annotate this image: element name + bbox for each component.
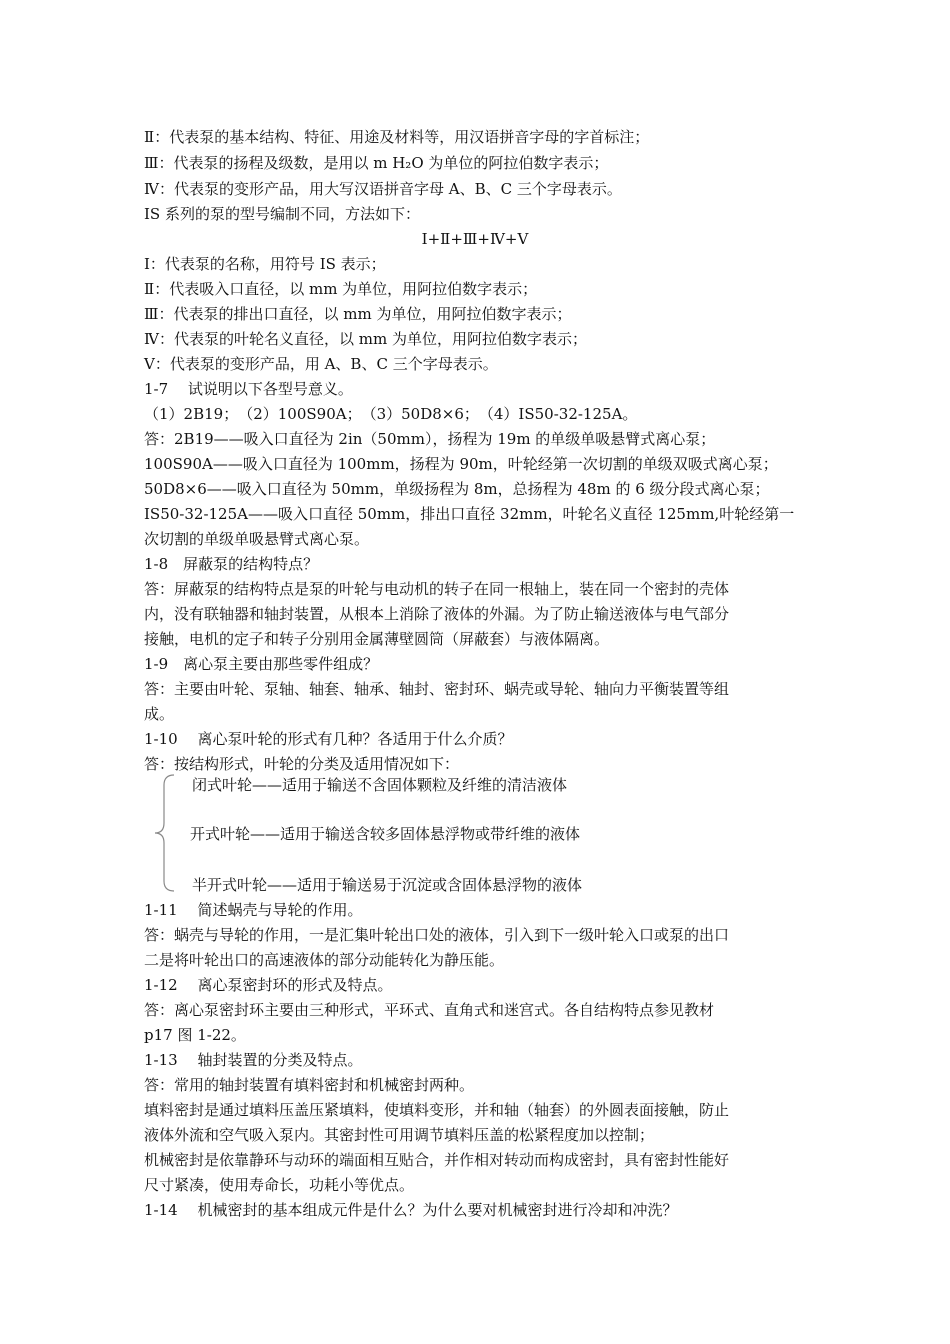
question-heading: 1-12 离心泵密封环的形式及特点。: [144, 976, 393, 994]
text-line: 尺寸紧凑，使用寿命长，功耗小等优点。: [144, 1176, 415, 1194]
left-brace-icon: [150, 773, 180, 893]
question-heading: 1-10 离心泵叶轮的形式有几种？各适用于什么介质？: [144, 730, 513, 748]
text-line: IS 系列的泵的型号编制不同，方法如下：: [144, 205, 420, 223]
text-line: 50D8×6——吸入口直径为 50mm，单级扬程为 8m，总扬程为 48m 的 6 级分段式离心泵；: [144, 480, 770, 498]
question-heading: 1-14 机械密封的基本组成元件是什么？为什么要对机械密封进行冷却和冲洗？: [144, 1201, 678, 1219]
answer-line: 答：屏蔽泵的结构特点是泵的叶轮与电动机的转子在同一根轴上，装在同一个密封的壳体: [144, 580, 730, 598]
text-line: 机械密封是依靠静环与动环的端面相互贴合，并作相对转动而构成密封，具有密封性能好: [144, 1151, 730, 1169]
text-line: Ⅰ：代表泵的名称，用符号 IS 表示；: [144, 255, 386, 273]
text-line: Ⅱ：代表吸入口直径，以 mm 为单位，用阿拉伯数字表示；: [144, 280, 538, 298]
text-line: IS50-32-125A——吸入口直径 50mm，排出口直径 32mm，叶轮名义直径 125mm,叶轮经第一: [144, 505, 795, 523]
text-line: Ⅳ：代表泵的变形产品，用大写汉语拼音字母 A、B、C 三个字母表示。: [144, 180, 622, 198]
answer-line: 答：离心泵密封环主要由三种形式，平环式、直角式和迷宫式。各自结构特点参见教材: [144, 1001, 715, 1019]
answer-line: 答：按结构形式，叶轮的分类及适用情况如下：: [144, 755, 460, 773]
text-line: Ⅱ：代表泵的基本结构、特征、用途及材料等，用汉语拼音字母的字首标注；: [144, 128, 650, 146]
text-line: 次切割的单级单吸悬臂式离心泵。: [144, 530, 370, 548]
answer-line: 答：蜗壳与导轮的作用，一是汇集叶轮出口处的液体，引入到下一级叶轮入口或泵的出口: [144, 926, 730, 944]
text-line: Ⅳ：代表泵的叶轮名义直径，以 mm 为单位，用阿拉伯数字表示；: [144, 330, 587, 348]
text-line: 内，没有联轴器和轴封装置，从根本上消除了液体的外漏。为了防止输送液体与电气部分: [144, 605, 730, 623]
text-line: p17 图 1-22。: [144, 1026, 246, 1044]
answer-line: 答：2B19——吸入口直径为 2in（50mm），扬程为 19m 的单级单吸悬臂式离心泵；: [144, 430, 716, 448]
text-line: （1）2B19； （2）100S90A； （3）50D8×6； （4）IS50-32-125A。: [144, 405, 638, 423]
question-heading: 1-9 离心泵主要由那些零件组成？: [144, 655, 379, 673]
text-line: 100S90A——吸入口直径为 100mm，扬程为 90m，叶轮经第一次切割的单级双吸式离心泵；: [144, 455, 778, 473]
text-line: Ⅲ：代表泵的排出口直径，以 mm 为单位，用阿拉伯数字表示；: [144, 305, 572, 323]
question-heading: 1-13 轴封装置的分类及特点。: [144, 1051, 363, 1069]
brace-item: 半开式叶轮——适用于输送易于沉淀或含固体悬浮物的液体: [192, 876, 583, 894]
text-line: Ⅴ：代表泵的变形产品，用 A、B、C 三个字母表示。: [144, 355, 498, 373]
text-line: 接触，电机的定子和转子分别用金属薄壁圆筒（屏蔽套）与液体隔离。: [144, 630, 610, 648]
text-line: 液体外流和空气吸入泵内。其密封性可用调节填料压盖的松紧程度加以控制；: [144, 1126, 655, 1144]
question-heading: 1-7 试说明以下各型号意义。: [144, 380, 353, 398]
brace-item: 闭式叶轮——适用于输送不含固体颗粒及纤维的清洁液体: [192, 776, 568, 794]
text-line: 二是将叶轮出口的高速液体的部分动能转化为静压能。: [144, 951, 505, 969]
question-heading: 1-11 简述蜗壳与导轮的作用。: [144, 901, 363, 919]
brace-item: 开式叶轮——适用于输送含较多固体悬浮物或带纤维的液体: [190, 825, 581, 843]
text-line: 填料密封是通过填料压盖压紧填料，使填料变形，并和轴（轴套）的外圆表面接触，防止: [144, 1101, 730, 1119]
text-line: Ⅲ：代表泵的扬程及级数，是用以 m H₂O 为单位的阿拉伯数字表示；: [144, 154, 609, 172]
formula-line: Ⅰ+Ⅱ+Ⅲ+Ⅳ+Ⅴ: [421, 230, 529, 248]
answer-line: 答：主要由叶轮、泵轴、轴套、轴承、轴封、密封环、蜗壳或导轮、轴向力平衡装置等组: [144, 680, 730, 698]
answer-line: 答：常用的轴封装置有填料密封和机械密封两种。: [144, 1076, 475, 1094]
question-heading: 1-8 屏蔽泵的结构特点？: [144, 555, 319, 573]
text-line: 成。: [144, 705, 175, 723]
